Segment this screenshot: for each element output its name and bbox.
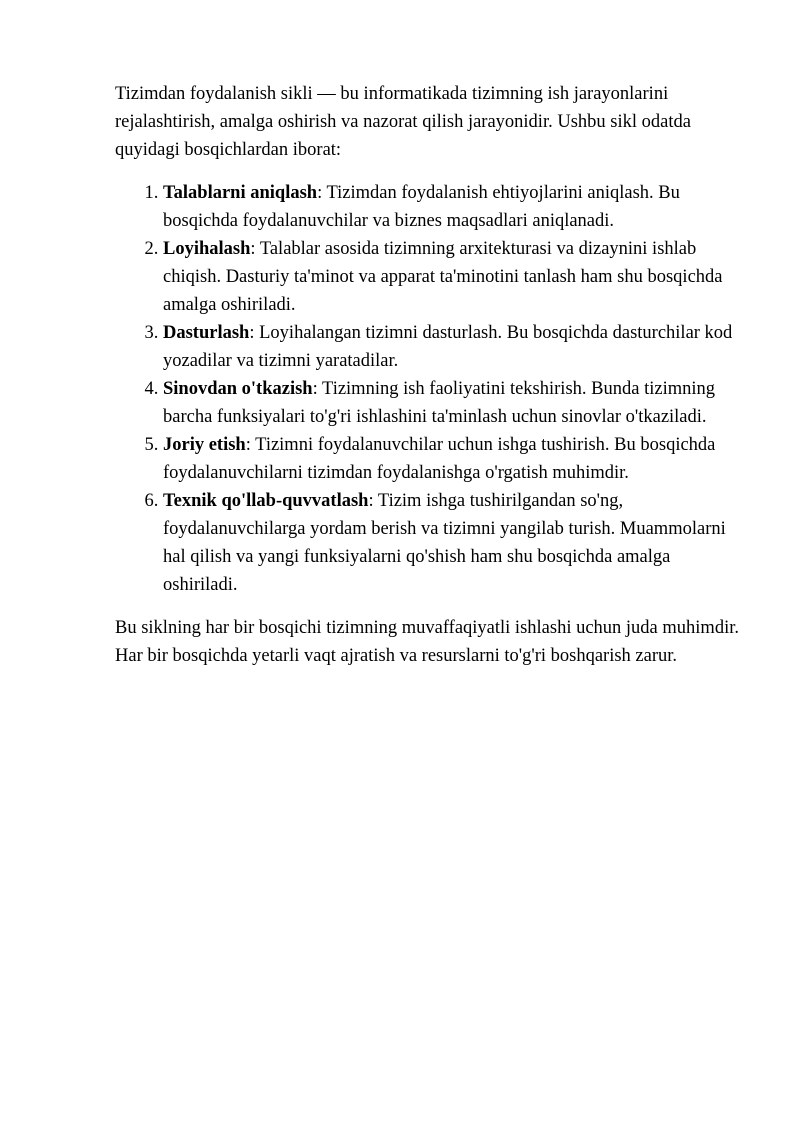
intro-paragraph: Tizimdan foydalanish sikli — bu informatikada tizimning ish jarayonlarini rejalashtirish, amalga oshirish va nazorat qilish jarayonidir. Ushbu sikl odatda quyidagi bosqichlardan iborat: bbox=[115, 84, 691, 160]
phase-title: Loyihalash bbox=[163, 239, 251, 259]
list-item bbox=[163, 375, 742, 431]
phase-text: : Loyihalangan tizimni dasturlash. Bu bosqichda dasturchilar kod yozadilar va tizimni yaratadilar. bbox=[163, 323, 733, 371]
phase-text: : Tizimdan foydalanish ehtiyojlarini aniqlash. Bu bosqichda foydalanuvchilar va biznes maqsadlari aniqlanadi. bbox=[163, 183, 680, 231]
phase-text: : Talablar asosida tizimning arxitekturasi va dizaynini ishlab chiqish. Dasturiy ta'minot va apparat ta'minotini tanlash ham shu bosqichda amalga oshiriladi. bbox=[163, 239, 723, 315]
phase-title: Talablarni aniqlash bbox=[163, 183, 318, 203]
phase-title: Texnik qo'llab-quvvatlash bbox=[163, 491, 369, 511]
list-item bbox=[163, 235, 742, 319]
phase-title: Joriy etish bbox=[163, 435, 246, 455]
phase-title: Dasturlash bbox=[163, 323, 250, 343]
phases-list bbox=[115, 179, 742, 599]
list-item bbox=[163, 487, 742, 599]
list-item bbox=[163, 319, 742, 375]
list-item bbox=[163, 431, 742, 487]
outro-paragraph: Bu siklning har bir bosqichi tizimning muvaffaqiyatli ishlashi uchun juda muhimdir. Har bir bosqichda yetarli vaqt ajratish va resurslarni to'g'ri boshqarish zarur. bbox=[115, 618, 739, 666]
phase-text: : Tizim ishga tushirilgandan so'ng, foydalanuvchilarga yordam berish va tizimni yangilab turish. Muammolarni hal qilish va yangi funksiyalarni qo'shish ham shu bosqichda amalga oshiriladi. bbox=[163, 491, 726, 595]
phase-title: Sinovdan o'tkazish bbox=[163, 379, 313, 399]
phase-text: : Tizimni foydalanuvchilar uchun ishga tushirish. Bu bosqichda foydalanuvchilarni tizimdan foydalanishga o'rgatish muhimdir. bbox=[163, 435, 716, 483]
phase-text: : Tizimning ish faoliyatini tekshirish. Bunda tizimning barcha funksiyalari to'g'ri ishlashini ta'minlash uchun sinovlar o'tkaziladi. bbox=[163, 379, 715, 427]
list-item bbox=[163, 179, 742, 235]
